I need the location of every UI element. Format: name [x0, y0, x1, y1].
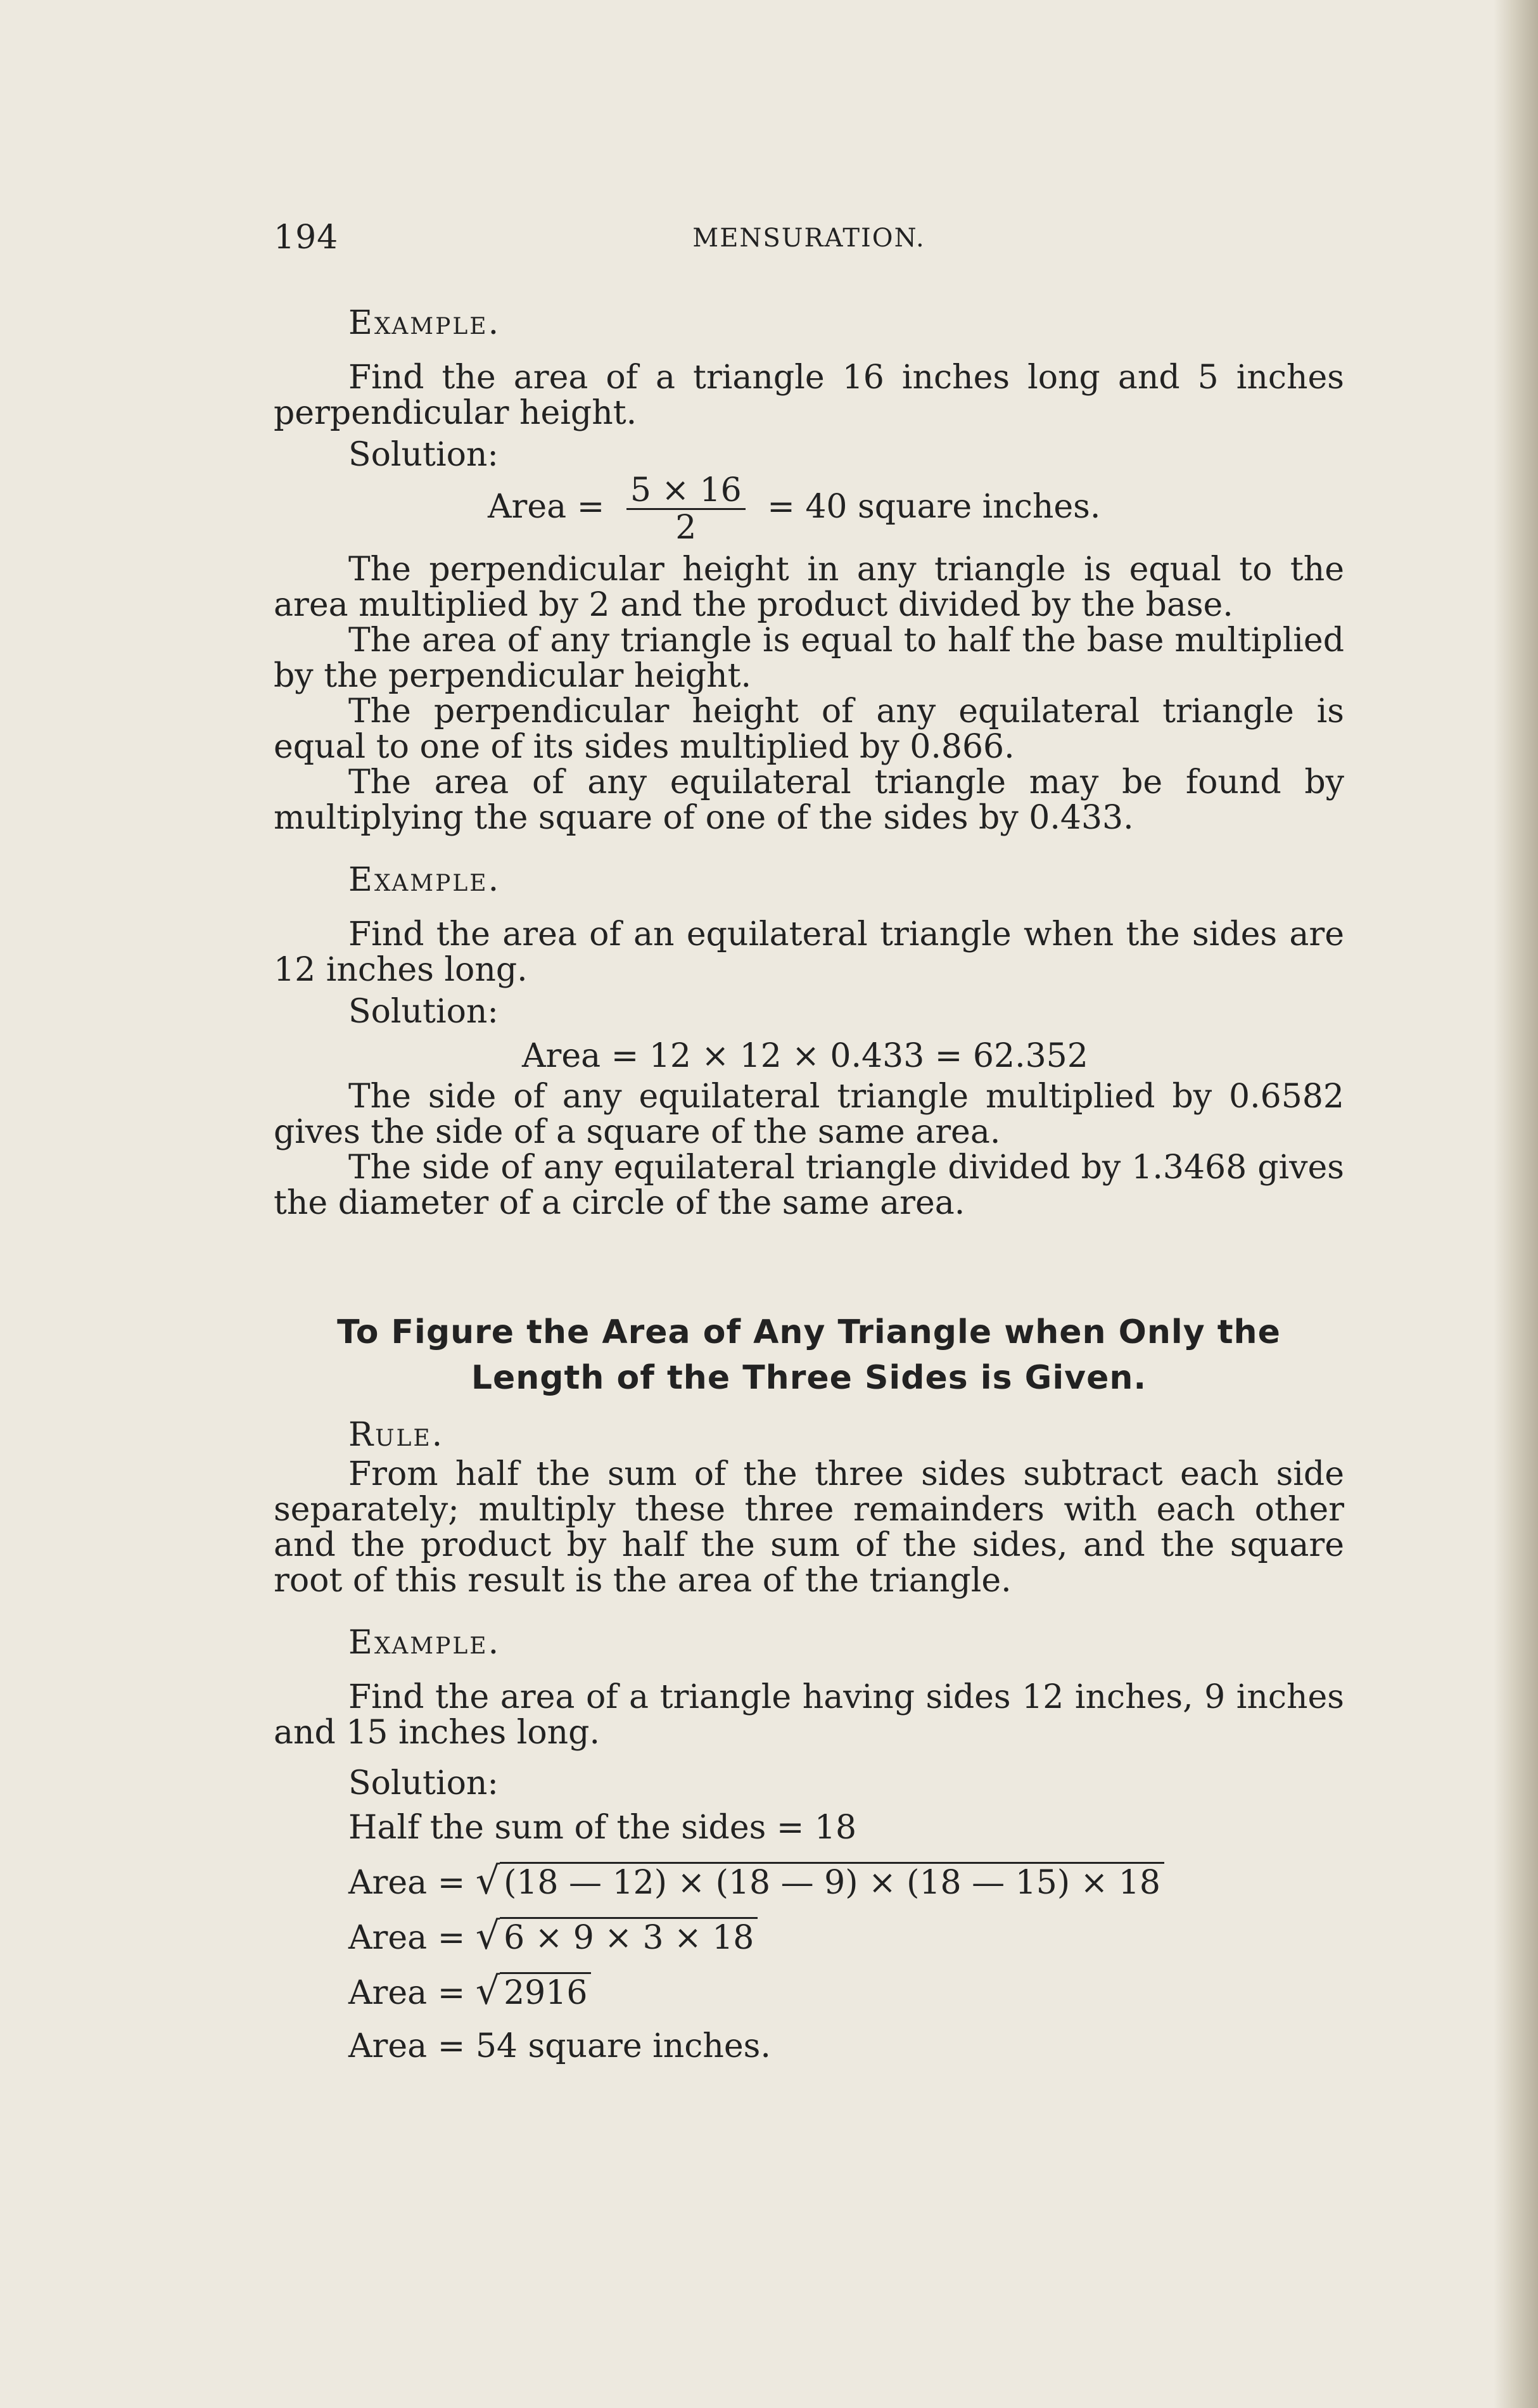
example-label: Example. — [348, 304, 501, 342]
fraction-denominator: 2 — [675, 509, 697, 547]
square-root-icon: √ — [475, 1914, 500, 1958]
area-label: Area = — [348, 1974, 466, 2012]
area-result — [348, 2029, 1344, 2064]
square-root-icon: √ — [475, 1859, 500, 1903]
radicand: 2916 — [500, 1972, 591, 2012]
fraction — [626, 473, 746, 545]
solution-label: Solution: — [348, 436, 499, 474]
paragraph: The perpendicular height in any triangle is equal to the area multiplied by 2 and the product divided by the base. — [274, 551, 1344, 624]
area-label: Area = — [348, 1864, 466, 1902]
paragraph: The side of any equilateral triangle divided by 1.3468 gives the diameter of a circle of the same area. — [274, 1149, 1344, 1222]
running-head: MENSURATION. — [692, 224, 925, 253]
area-step-2 — [348, 1914, 1344, 1958]
example-problem: Find the area of an equilateral triangle when the sides are 12 inches long. — [274, 915, 1344, 989]
section-heading — [274, 1309, 1344, 1401]
equilateral-area-equation: Area = 12 × 12 × 0.433 = 62.352 — [522, 1037, 1088, 1075]
example-label: Example. — [348, 861, 501, 899]
square-root-icon: √ — [475, 1969, 500, 2013]
radicand: 6 × 9 × 3 × 18 — [500, 1917, 758, 1957]
example-problem: Find the area of a triangle 16 inches long and 5 inches perpendicular height. — [274, 359, 1344, 432]
rule-text: From half the sum of the three sides subtract each side separately; multiply these three remainders with each other and the product by half the sum of the sides, and the square root of this result is the area of the triangle. — [274, 1455, 1344, 1600]
equation-lhs: Area = — [488, 488, 605, 526]
area-step-1 — [348, 1859, 1344, 1903]
solution-label: Solution: — [348, 993, 499, 1031]
heading-line: To Figure the Area of Any Triangle when Only the — [337, 1313, 1281, 1351]
fraction-numerator: 5 × 16 — [626, 473, 746, 510]
paragraph: The perpendicular height of any equilateral triangle is equal to one of its sides multiplied by 0.866. — [274, 692, 1344, 766]
area-label: Area = — [348, 2027, 466, 2065]
radical — [475, 1914, 758, 1958]
page-body — [274, 304, 1344, 2064]
half-sum-line: Half the sum of the sides = 18 — [348, 1809, 857, 1847]
paragraph: The area of any triangle is equal to half the base multiplied by the perpendicular height. — [274, 621, 1344, 695]
result-value: 54 square inches. — [475, 2027, 771, 2065]
area-step-3 — [348, 1969, 1344, 2013]
heading-line: Length of the Three Sides is Given. — [471, 1359, 1147, 1397]
example-problem: Find the area of a triangle having sides 12 inches, 9 inches and 15 inches long. — [274, 1678, 1344, 1752]
area-label: Area = — [348, 1919, 466, 1957]
example-label: Example. — [348, 1624, 501, 1662]
page-edge-shadow — [1494, 0, 1538, 2408]
area-fraction-equation — [488, 473, 1344, 545]
rule-label: Rule. — [348, 1416, 445, 1454]
page-number: 194 — [274, 219, 339, 257]
paragraph: The side of any equilateral triangle multiplied by 0.6582 gives the side of a square of the same area. — [274, 1078, 1344, 1151]
page-header — [274, 219, 1344, 263]
radical — [475, 1859, 1164, 1903]
radicand: (18 — 12) × (18 — 9) × (18 — 15) × 18 — [500, 1862, 1164, 1902]
radical — [475, 1969, 592, 2013]
solution-label: Solution: — [348, 1764, 499, 1802]
equation-rhs: = 40 square inches. — [767, 488, 1101, 526]
paragraph: The area of any equilateral triangle may be found by multiplying the square of one of the sides by 0.433. — [274, 763, 1344, 837]
